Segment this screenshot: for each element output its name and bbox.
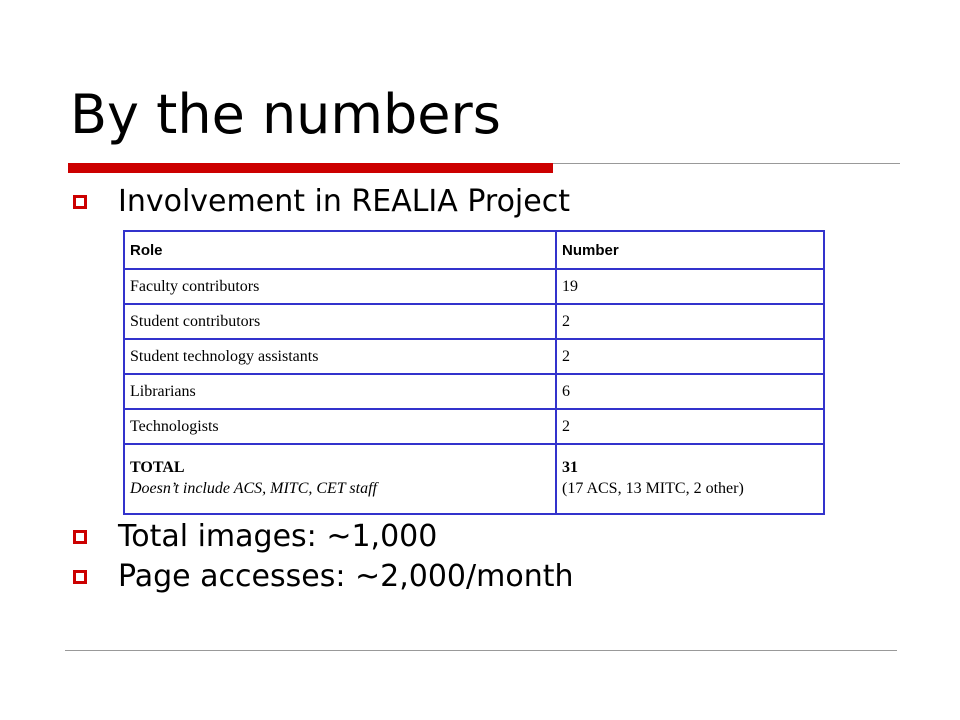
title-accent-bar bbox=[68, 163, 553, 173]
slide-title: By the numbers bbox=[70, 83, 501, 146]
table-header-row bbox=[124, 231, 824, 269]
table-total-row bbox=[124, 444, 824, 514]
number-cell: 19 bbox=[556, 269, 824, 304]
role-cell: Student contributors bbox=[124, 304, 556, 339]
table-row bbox=[124, 409, 824, 444]
bullet-text: Page accesses: ~2,000/month bbox=[118, 559, 574, 594]
total-note: Doesn’t include ACS, MITC, CET staff bbox=[130, 480, 377, 497]
number-cell: 2 bbox=[556, 304, 824, 339]
header-role: Role bbox=[124, 231, 556, 269]
header-number: Number bbox=[556, 231, 824, 269]
roles-table bbox=[123, 230, 825, 515]
number-cell: 6 bbox=[556, 374, 824, 409]
role-cell: Faculty contributors bbox=[124, 269, 556, 304]
bullet-total-images bbox=[73, 519, 438, 554]
table-row bbox=[124, 269, 824, 304]
bullet-page-accesses bbox=[73, 559, 574, 594]
role-cell: Student technology assistants bbox=[124, 339, 556, 374]
table-row bbox=[124, 339, 824, 374]
role-cell: Librarians bbox=[124, 374, 556, 409]
total-role-cell bbox=[124, 444, 556, 514]
bullet-text: Involvement in REALIA Project bbox=[118, 184, 570, 219]
total-label: TOTAL bbox=[130, 459, 185, 477]
role-cell: Technologists bbox=[124, 409, 556, 444]
footer-rule bbox=[65, 650, 897, 651]
number-cell: 2 bbox=[556, 339, 824, 374]
square-bullet-icon bbox=[73, 530, 87, 544]
square-bullet-icon bbox=[73, 195, 87, 209]
square-bullet-icon bbox=[73, 570, 87, 584]
table-row bbox=[124, 304, 824, 339]
number-cell: 2 bbox=[556, 409, 824, 444]
total-breakdown: (17 ACS, 13 MITC, 2 other) bbox=[562, 480, 744, 497]
total-number-cell bbox=[556, 444, 824, 514]
table-row bbox=[124, 374, 824, 409]
bullet-text: Total images: ~1,000 bbox=[118, 519, 438, 554]
total-value: 31 bbox=[562, 459, 578, 477]
bullet-involvement bbox=[73, 184, 570, 219]
title-rule bbox=[553, 163, 900, 164]
